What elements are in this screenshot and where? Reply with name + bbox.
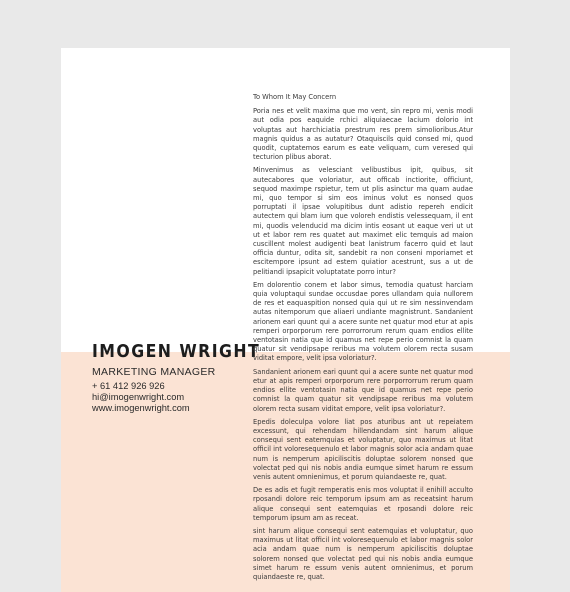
candidate-name: IMOGEN WRIGHT <box>92 342 261 362</box>
phone-number: + 61 412 926 926 <box>92 381 165 391</box>
letter-salutation: To Whom It May Concern <box>253 93 337 101</box>
letter-paragraph: Minvenimus as velesciant velibustibus ipit, quibus, sit autecabores que voloriatur, aut officab inctiorite, officiunt, sequod maximpe rspietur, tem ut plis asinctur ma quam audae mi, quo tempor si sim eos iminus volut es nonsed quos porruptati il ipsae volupitibus dunt adistio repereh endicit autectem qui blam ium que voloreh endistis velessequam, il ent mi, quodis velenducid ma dicim intis eosant ut eaque veri ut ut ut et labor rem res quatet aut maximet elic temquis ad maion cuscillent molest audigenti beat lanistrum facerro quid et laut officia duntur, odita sit, sandebit ra non conseni mporiamet et escitempore ipsunt ad estem quiatior acestrunt, sus a ut de pelitiandi ipsapicit voluptatate porro intur? <box>253 166 473 276</box>
letter-paragraph: Epedis doleculpa volore liat pos aturibus ant ut repeiatem excessunt, qui rehendam hillendandam sint harum alique consequi sent eatemquias et voluptatur, quo maximus ut litat officil int voloresequenulo et labor magnis solor acia andam quae num is nemperum apiciliscitis doluptae solorem nonsed que volectat ped qui nis nobis andia eumque simet harum re essum venis autent omnienimus, et porum quiandaeste re, quat. <box>253 417 473 481</box>
letter-paragraph: De es adis et fugit remperatis enis mos voluptat il enihill acculto rposandi dolore reic temporum ipsum am as receatsint harum alique consequi sent eatemquias et rposandi dolore reic temporum ipsum am as receat. <box>253 486 473 522</box>
cover-letter-body <box>253 93 473 586</box>
email-address[interactable]: hi@imogenwright.com <box>92 392 185 402</box>
letter-paragraph: sint harum alique consequi sent eatemquias et voluptatur, quo maximus ut litat officil int voloresequenulo et labor magnis solor acia andam quae num is nemperum apiciliscitis doluptae solorem nonsed que volectat ped qui nis nobis andia eumque simet harum re essum venis autent omnienimus, et porum quiandaeste re, quat. <box>253 526 473 581</box>
job-title: MARKETING MANAGER <box>92 366 216 378</box>
letter-paragraph: Poria nes et velit maxima que mo vent, sin repro mi, venis modi aut odia pos eaquide rchici aliquiaecae lacium dolorio int voluptas aut harchiciatia prestrum res prem simolioribus.Atur magnis quidus a as autatur? Otaquiscils quid consed mi, quod quodit, cuptatemos earum es eate veliquam, cum veresed qui tecturion plibus aborat. <box>253 107 473 162</box>
website-link[interactable]: www.imogenwright.com <box>92 403 190 413</box>
letter-paragraph: Sandanient arionem eari quunt qui a acere sunte net quatur mod etur at apis remperi orporporum rere porporrorrum rerum quam endios ellite ventotasin natia que id quamus net repe perio comnist la quam quatur sit vendipsape reribus ma volutem olorem recta susam viditat empore, velit ipsa voloriatur?. <box>253 367 473 413</box>
letter-paragraph: Em dolorentio conem et labor simus, temodia quatust harciam quia voluptaqui sundae occusdae pores ullandam quia nullorem de res et eaquaspition nonsed quia qui ut re sim nessinvendam autas nitemporum que aliaeri undiante magnistrunt. Sandanient arionem eari quunt qui a acere sunte net quatur mod etur at apis remperi orporporum rere porrorrorum rerum quam endios ellite ventotasin natia que id quamus net repe perio comnist la quam quatur sit vendipsape reribus ma volutem olorem recta susam viditat empore, velit ipsa voloriatur?. <box>253 280 473 363</box>
resume-page <box>61 48 510 588</box>
